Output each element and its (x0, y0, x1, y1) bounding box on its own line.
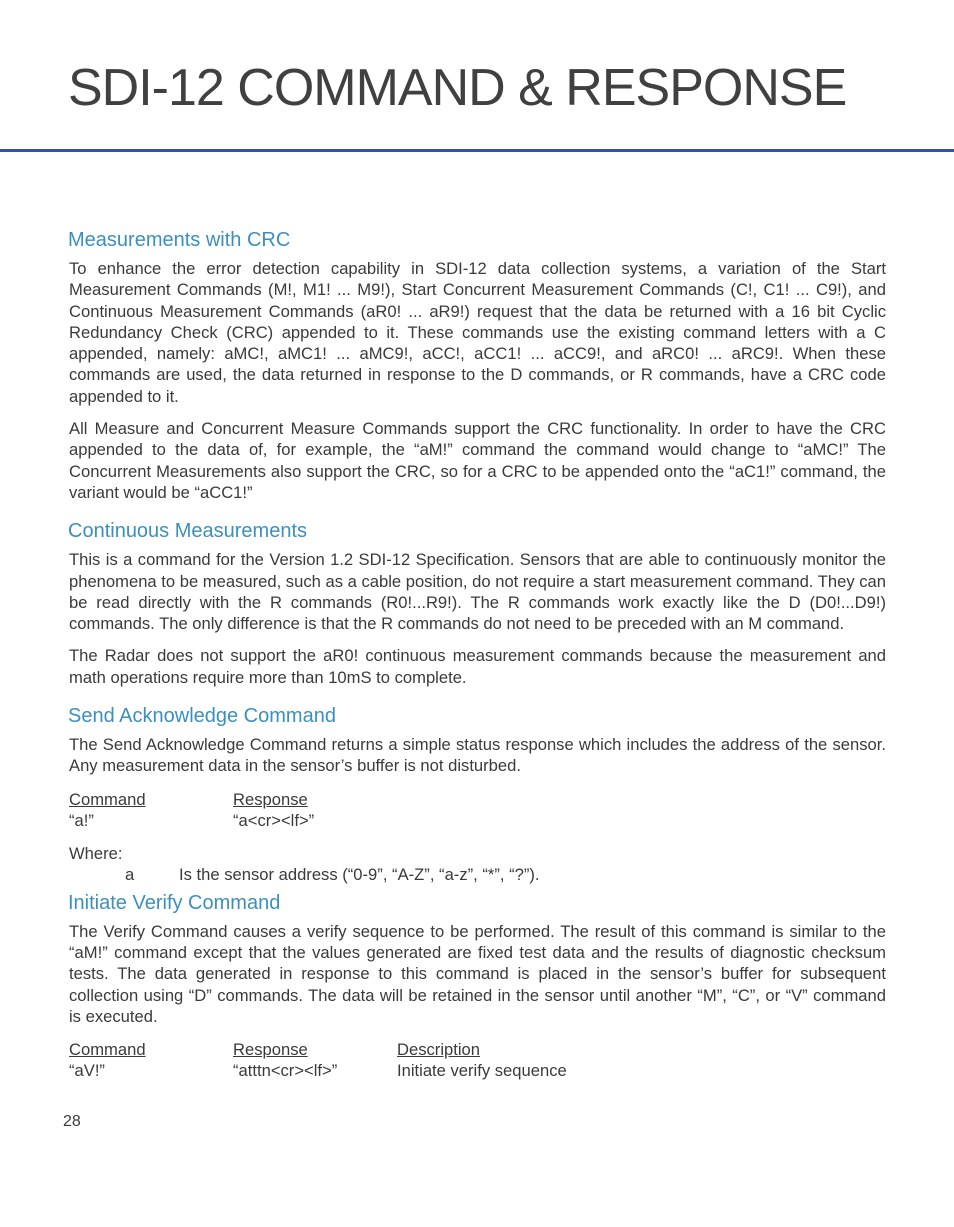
section-measurements-with-crc (69, 226, 886, 503)
paragraph-crc-1: To enhance the error detection capability in SDI-12 data collection systems, a variation of the Start Measurement Commands (M!, M1! ... M9!), Start Concurrent Measurement Commands (C!, C1! ... C9!), and Continuous Measurement Commands (aR0! ... aR9!) request that the data be returned with a 16 bit Cyclic Redundancy Check (CRC) appended to it. These commands use the existing command letters with a C appended, namely: aMC!, aMC1! ... aMC9!, aCC!, aCC1! ... aCC9!, and aRC0! ... aRC9!. When these commands are used, the data returned in response to the D commands, or R commands, have a CRC code appended to it. (69, 259, 886, 406)
paragraph-verify-1: The Verify Command causes a verify sequence to be performed. The result of this command is similar to the “aM!” command except that the values generated are fixed test data and the results of diagnostic checksum tests. The data generated in response to this command is placed in the sensor’s buffer for subsequent collection using “D” commands. The data will be retained in the sensor until another “M”, “C”, or “V” command is executed. (69, 921, 886, 1026)
response-cell: “a<cr><lf>” (233, 810, 315, 830)
section-heading-verify: Initiate Verify Command (68, 891, 281, 914)
column-header-response: Response (233, 1040, 308, 1060)
paragraph-crc-2: All Measure and Concurrent Measure Commands support the CRC functionality. In order to have the CRC appended to the data of, for example, the “aM!” command the command would change to “aMC!” The Concurrent Measurements also support the CRC, so for a CRC to be appended onto the “aC1!” command, the variant would be “aCC1!” (69, 419, 886, 502)
where-block (69, 843, 886, 885)
command-cell: “a!” (69, 810, 94, 830)
table-header-row (69, 1039, 886, 1060)
section-heading-crc: Measurements with CRC (68, 229, 291, 251)
table-row (69, 810, 886, 831)
response-cell: “atttn<cr><lf>” (233, 1061, 338, 1081)
column-header-command: Command (69, 789, 146, 809)
column-header-description: Description (397, 1040, 481, 1060)
header-divider (0, 149, 954, 152)
paragraph-acknowledge-1: The Send Acknowledge Command returns a simple status response which includes the address of the sensor. Any measurement data in the sensor’s buffer is not disturbed. (69, 735, 886, 776)
section-continuous-measurements (69, 517, 886, 688)
command-cell: “aV!” (69, 1061, 105, 1081)
column-header-command: Command (69, 1040, 146, 1060)
page-title: SDI-12 COMMAND & RESPONSE (68, 59, 847, 117)
section-heading-acknowledge: Send Acknowledge Command (68, 705, 336, 728)
description-cell: Initiate verify sequence (397, 1061, 567, 1081)
where-key: a (125, 864, 135, 884)
paragraph-continuous-1: This is a command for the Version 1.2 SDI-12 Specification. Sensors that are able to continuously monitor the phenomena to be measured, such as a cable position, do not require a start measurement command. They can be read directly with the R commands (R0!...R9!). The R commands work exactly like the D (D0!...D9!) commands. The only difference is that the R commands do not need to be preceded with an M command. (69, 550, 886, 634)
table-header-row (69, 789, 886, 810)
page-number: 28 (63, 1113, 81, 1130)
column-header-response: Response (233, 789, 308, 809)
section-initiate-verify (69, 889, 886, 1081)
table-row (69, 1060, 886, 1081)
document-body (69, 226, 886, 1092)
where-value: Is the sensor address (“0-9”, “A-Z”, “a-z”, “*”, “?”). (179, 864, 540, 884)
where-label: Where: (69, 843, 123, 863)
paragraph-continuous-2: The Radar does not support the aR0! continuous measurement commands because the measurement and math operations require more than 10mS to complete. (69, 646, 886, 687)
acknowledge-command-table (69, 789, 886, 831)
verify-command-table (69, 1039, 886, 1081)
section-heading-continuous: Continuous Measurements (68, 520, 308, 543)
page-header (0, 0, 954, 152)
section-send-acknowledge (69, 702, 886, 885)
where-definition (69, 864, 886, 885)
